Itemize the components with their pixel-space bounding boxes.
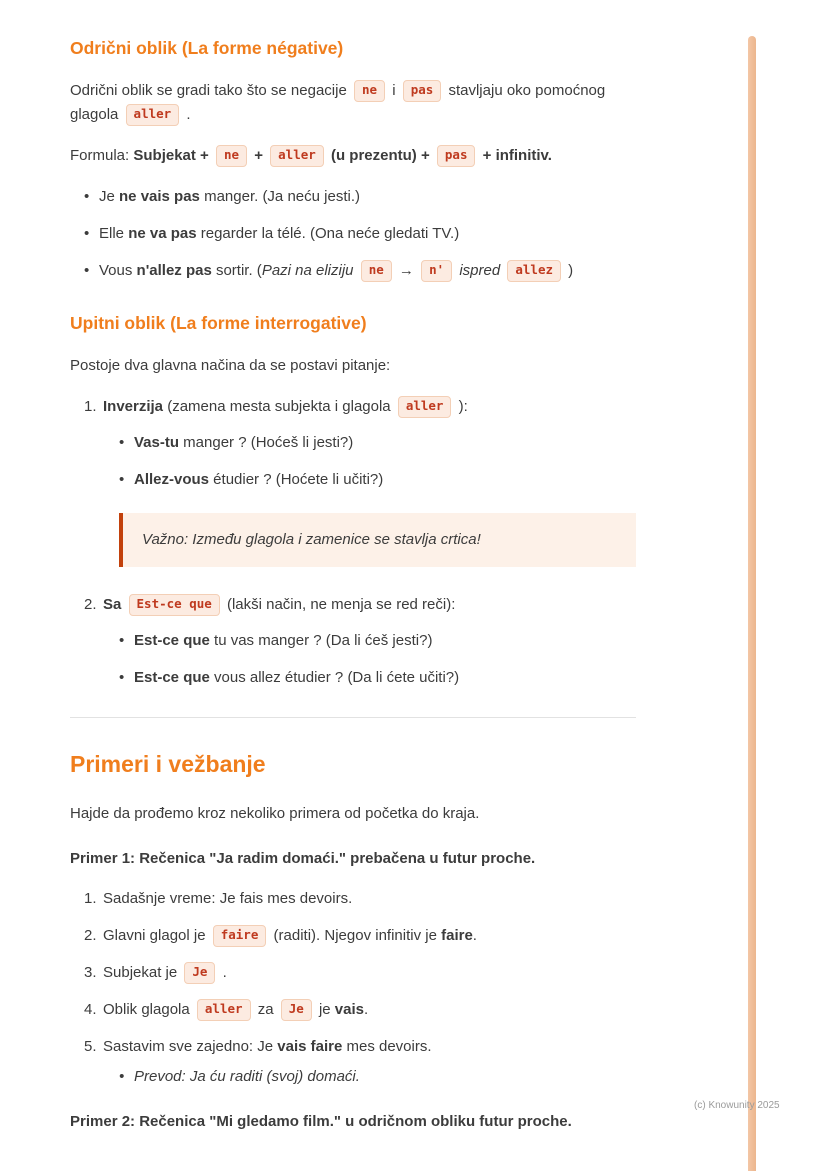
- negative-examples-list: [84, 185, 636, 283]
- text-segment: mes devoirs.: [342, 1037, 432, 1055]
- code-chip: pas: [437, 145, 476, 167]
- section-heading-interrogative-form: Upitni oblik (La forme interrogative): [70, 313, 367, 333]
- text-segment: je: [314, 1000, 335, 1018]
- text-segment: Sadašnje vreme: Je fais mes devoirs.: [103, 889, 353, 907]
- list-item: [119, 666, 636, 690]
- interrogative-intro-paragraph: Postoje dva glavna načina da se postavi pitanje:: [70, 357, 391, 374]
- text-segment: vous allez étudier ? (Da li ćete učiti?): [209, 669, 460, 686]
- code-chip: ne: [216, 145, 247, 167]
- inversion-label: [103, 395, 636, 419]
- text-segment: Odrični oblik se gradi tako što se negacije: [70, 82, 351, 99]
- translation-note: • Prevod: Ja ću raditi (svoj) domaći.: [119, 1065, 636, 1089]
- list-item: [84, 1035, 636, 1089]
- text-segment: Inverzija: [103, 398, 164, 415]
- list-item: [84, 924, 636, 948]
- list-item: [119, 431, 636, 455]
- list-item: [84, 259, 636, 283]
- text-segment: sortir. (: [211, 262, 262, 279]
- text-segment: vais faire: [277, 1037, 343, 1055]
- text-segment: ne vais pas: [119, 188, 200, 205]
- question-methods-list: [84, 395, 636, 690]
- step5-text: [103, 1035, 636, 1059]
- code-chip: ne: [354, 80, 385, 102]
- text-segment: Vas-tu: [134, 434, 180, 451]
- text-segment: i: [388, 82, 400, 99]
- list-item: [84, 998, 636, 1022]
- code-chip: pas: [403, 80, 442, 102]
- important-note-callout: [119, 513, 636, 567]
- text-segment: Sastavim sve zajedno: Je: [103, 1037, 278, 1055]
- text-segment: (zamena mesta subjekta i glagola: [163, 398, 395, 415]
- example1-steps-list: [84, 887, 636, 1089]
- negative-intro-paragraph: [70, 79, 636, 127]
- list-item: [119, 468, 636, 492]
- text-segment: .: [182, 106, 191, 123]
- text-segment: Formula:: [70, 147, 134, 164]
- code-chip: n': [421, 260, 452, 282]
- text-segment: n'allez pas: [136, 262, 212, 279]
- example1-title: Primer 1: Rečenica "Ja radim domaći." prebačena u futur proche.: [70, 849, 536, 867]
- est-ce-que-examples-list: [119, 629, 636, 690]
- text-segment: (raditi). Njegov infinitiv je: [269, 926, 442, 944]
- inversion-examples-list: [119, 431, 636, 492]
- text-segment: za: [253, 1000, 278, 1018]
- text-segment: Oblik glagola: [103, 1000, 194, 1018]
- code-chip: ne: [361, 260, 392, 282]
- list-item: [84, 222, 636, 246]
- text-segment: faire: [441, 926, 473, 944]
- callout-text: Važno: Između glagola i zamenice se stavlja crtica!: [142, 531, 481, 548]
- text-segment: Je: [99, 188, 120, 205]
- text-segment: Est-ce que: [134, 632, 210, 649]
- text-segment: Sa: [103, 596, 126, 613]
- content-column: [70, 26, 636, 1150]
- code-chip: Je: [184, 962, 215, 984]
- list-item: [84, 961, 636, 985]
- text-segment: Subjekat +: [133, 147, 213, 164]
- text-segment: étudier ? (Hoćete li učiti?): [209, 471, 384, 488]
- text-segment: + infinitiv.: [478, 147, 552, 164]
- text-segment: ispred: [455, 262, 505, 279]
- text-segment: (lakši način, ne menja se red reči):: [222, 596, 456, 613]
- formula-line: [70, 144, 636, 168]
- text-segment: stavljaju oko pomoćnog glagola: [70, 82, 606, 123]
- text-segment: ne va pas: [128, 225, 197, 242]
- practice-intro-paragraph: Hajde da prođemo kroz nekoliko primera od početka do kraja.: [70, 804, 480, 822]
- section-heading-negative-form: Odrični oblik (La forme négative): [70, 38, 344, 58]
- section-divider: [70, 717, 636, 718]
- text-segment: ): [564, 262, 574, 279]
- code-chip: Je: [281, 999, 312, 1021]
- main-heading-practice: Primeri i vežbanje: [70, 751, 266, 777]
- text-segment: Allez-vous: [134, 471, 210, 488]
- text-segment: Subjekat je: [103, 963, 182, 981]
- text-segment: +: [250, 147, 268, 164]
- text-segment: Pazi na eliziju: [261, 262, 358, 279]
- text-segment: manger. (Ja neću jesti.): [199, 188, 360, 205]
- text-segment: Est-ce que: [134, 669, 210, 686]
- text-segment: Vous: [99, 262, 137, 279]
- list-item: [84, 185, 636, 209]
- text-segment: tu vas manger ? (Da li ćeš jesti?): [209, 632, 433, 649]
- list-item: [119, 629, 636, 653]
- code-chip: faire: [213, 925, 267, 947]
- text-segment: →: [394, 262, 419, 279]
- text-segment: (u prezentu) +: [326, 147, 434, 164]
- code-chip: Est-ce que: [129, 594, 220, 616]
- list-item-est-ce-que: [84, 593, 636, 690]
- list-item-inversion: [84, 395, 636, 567]
- est-ce-que-label: [103, 593, 636, 617]
- list-item: [84, 887, 636, 911]
- code-chip: aller: [197, 999, 251, 1021]
- page-edge-stripe: [748, 36, 756, 1171]
- translation-note-list: [119, 1065, 636, 1089]
- text-segment: regarder la télé. (Ona neće gledati TV.): [196, 225, 460, 242]
- text-segment: .: [218, 963, 227, 981]
- example2-title: Primer 2: Rečenica "Mi gledamo film." u odričnom obliku futur proche.: [70, 1112, 572, 1130]
- text-segment: .: [364, 1000, 369, 1018]
- code-chip: aller: [398, 396, 452, 418]
- text-segment: Elle: [99, 225, 129, 242]
- text-segment: Glavni glagol je: [103, 926, 210, 944]
- text-segment: ):: [454, 398, 468, 415]
- copyright-watermark: (c) Knowunity 2025: [694, 1100, 780, 1111]
- code-chip: allez: [507, 260, 561, 282]
- code-chip: aller: [126, 104, 180, 126]
- text-segment: .: [472, 926, 477, 944]
- text-segment: manger ? (Hoćeš li jesti?): [179, 434, 354, 451]
- code-chip: aller: [270, 145, 324, 167]
- text-segment: vais: [334, 1000, 364, 1018]
